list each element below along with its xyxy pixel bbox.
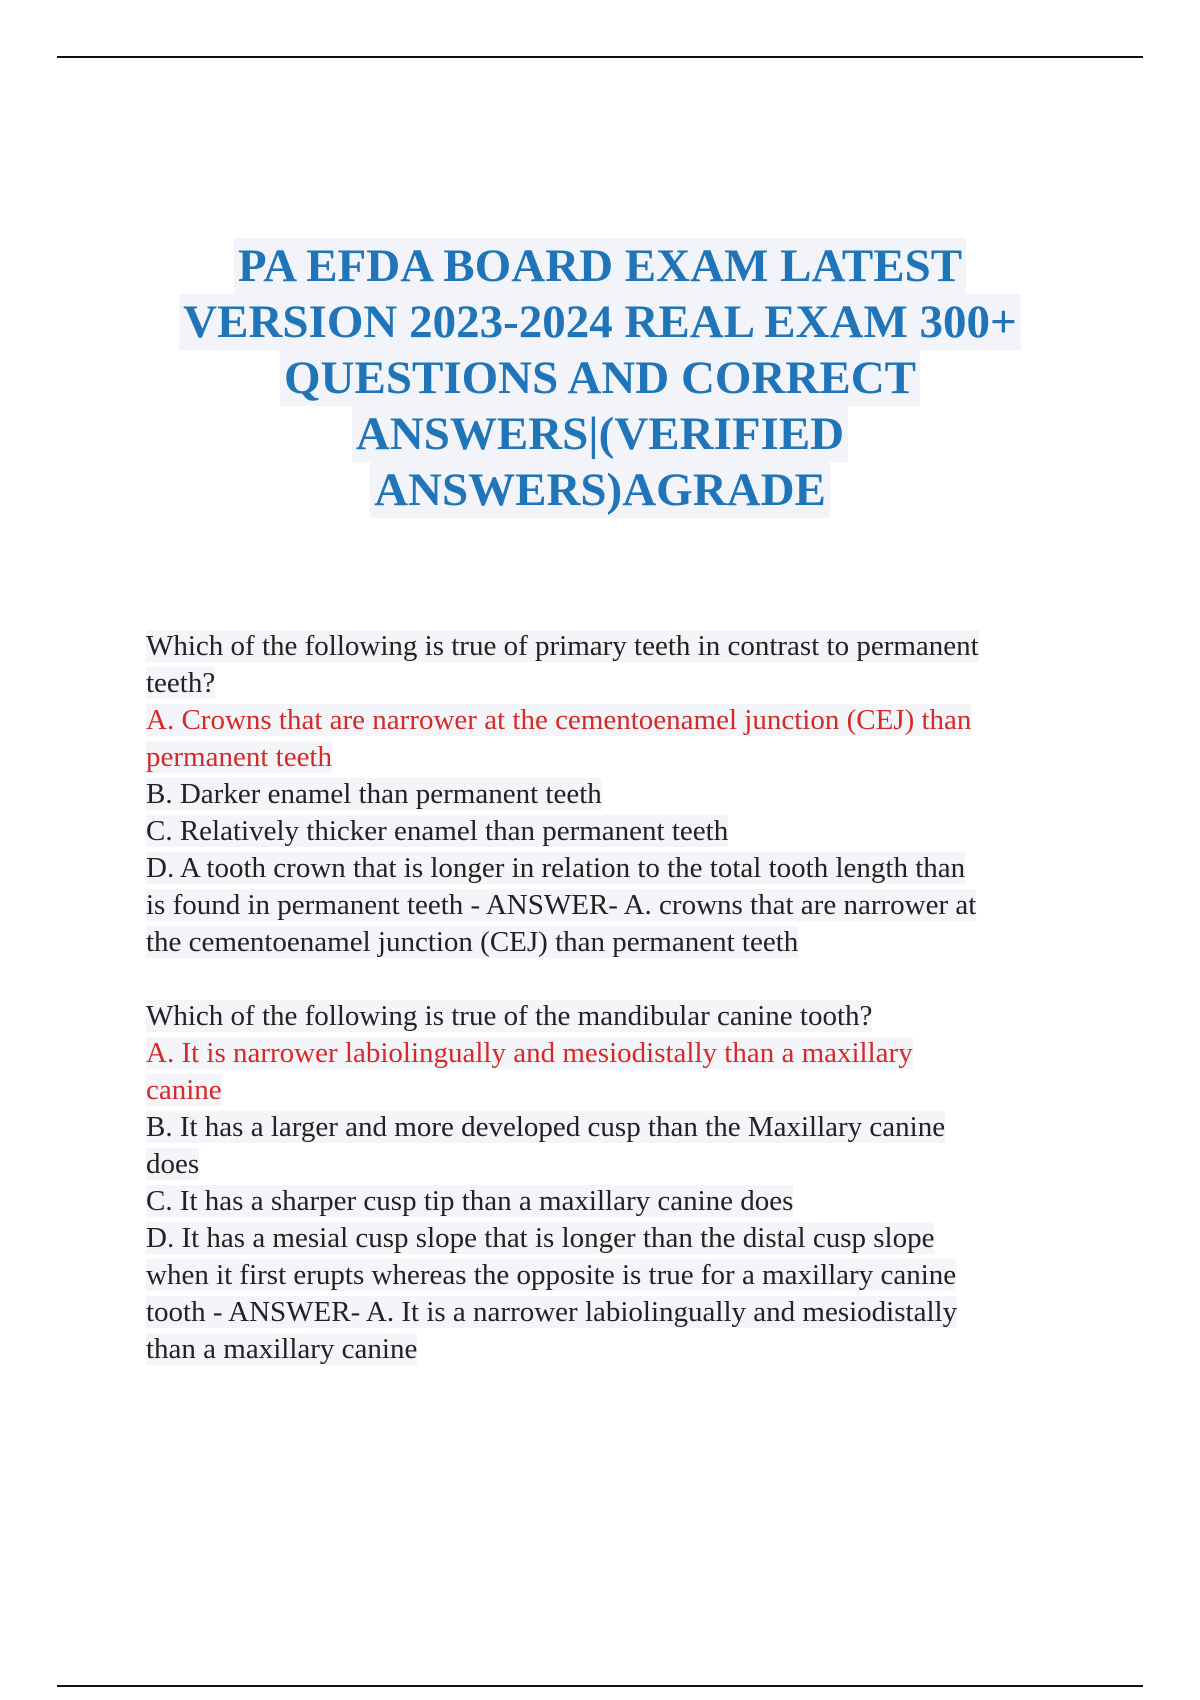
title-line: VERSION 2023-2024 REAL EXAM 300+ bbox=[179, 294, 1021, 350]
option bbox=[146, 850, 1106, 887]
option-c-text: C. It has a sharper cusp tip than a maxillary canine does bbox=[146, 1185, 794, 1217]
option bbox=[146, 1257, 1106, 1294]
question-stem bbox=[146, 665, 1106, 702]
option-d-text: D. A tooth crown that is longer in relation to the total tooth length than bbox=[146, 852, 966, 884]
question-text: Which of the following is true of primary teeth in contrast to permanent bbox=[146, 630, 979, 662]
answer-text: tooth - ANSWER- A. It is a narrower labiolingually and mesiodistally bbox=[146, 1296, 958, 1328]
answer-text: is found in permanent teeth - ANSWER- A. crowns that are narrower at bbox=[146, 889, 977, 921]
question-block-1 bbox=[146, 628, 1106, 961]
answer-text: than a maxillary canine bbox=[146, 1333, 418, 1365]
question-stem bbox=[146, 628, 1106, 665]
option-a-text: A. It is narrower labiolingually and mesiodistally than a maxillary bbox=[146, 1037, 913, 1069]
correct-option bbox=[146, 702, 1106, 739]
bottom-rule bbox=[57, 1685, 1143, 1687]
option-b-text: B. It has a larger and more developed cusp than the Maxillary canine bbox=[146, 1111, 946, 1143]
title-line: ANSWERS)AGRADE bbox=[370, 462, 830, 518]
question-stem bbox=[146, 998, 1106, 1035]
option bbox=[146, 887, 1106, 924]
top-rule bbox=[57, 56, 1143, 58]
correct-option bbox=[146, 1035, 1106, 1072]
title-line: PA EFDA BOARD EXAM LATEST bbox=[234, 238, 966, 294]
question-text: teeth? bbox=[146, 667, 216, 699]
option bbox=[146, 1146, 1106, 1183]
option-a-text: permanent teeth bbox=[146, 741, 332, 773]
question-block-2 bbox=[146, 998, 1106, 1368]
option bbox=[146, 1109, 1106, 1146]
option bbox=[146, 1183, 1106, 1220]
question-text: Which of the following is true of the mandibular canine tooth? bbox=[146, 1000, 873, 1032]
option-b-text: B. Darker enamel than permanent teeth bbox=[146, 778, 602, 810]
option-a-text: A. Crowns that are narrower at the cementoenamel junction (CEJ) than bbox=[146, 704, 972, 736]
title-line: QUESTIONS AND CORRECT bbox=[280, 350, 920, 406]
option-b-text: does bbox=[146, 1148, 200, 1180]
option bbox=[146, 813, 1106, 850]
document-title bbox=[150, 238, 1050, 518]
option bbox=[146, 1220, 1106, 1257]
option-a-text: canine bbox=[146, 1074, 222, 1106]
option-c-text: C. Relatively thicker enamel than permanent teeth bbox=[146, 815, 729, 847]
correct-option bbox=[146, 1072, 1106, 1109]
answer-text: the cementoenamel junction (CEJ) than permanent teeth bbox=[146, 926, 799, 958]
option-d-text: when it first erupts whereas the opposite is true for a maxillary canine bbox=[146, 1259, 957, 1291]
option bbox=[146, 1331, 1106, 1368]
option bbox=[146, 1294, 1106, 1331]
title-line: ANSWERS|(VERIFIED bbox=[352, 406, 848, 462]
option-d-text: D. It has a mesial cusp slope that is longer than the distal cusp slope bbox=[146, 1222, 935, 1254]
correct-option bbox=[146, 739, 1106, 776]
option bbox=[146, 776, 1106, 813]
option bbox=[146, 924, 1106, 961]
